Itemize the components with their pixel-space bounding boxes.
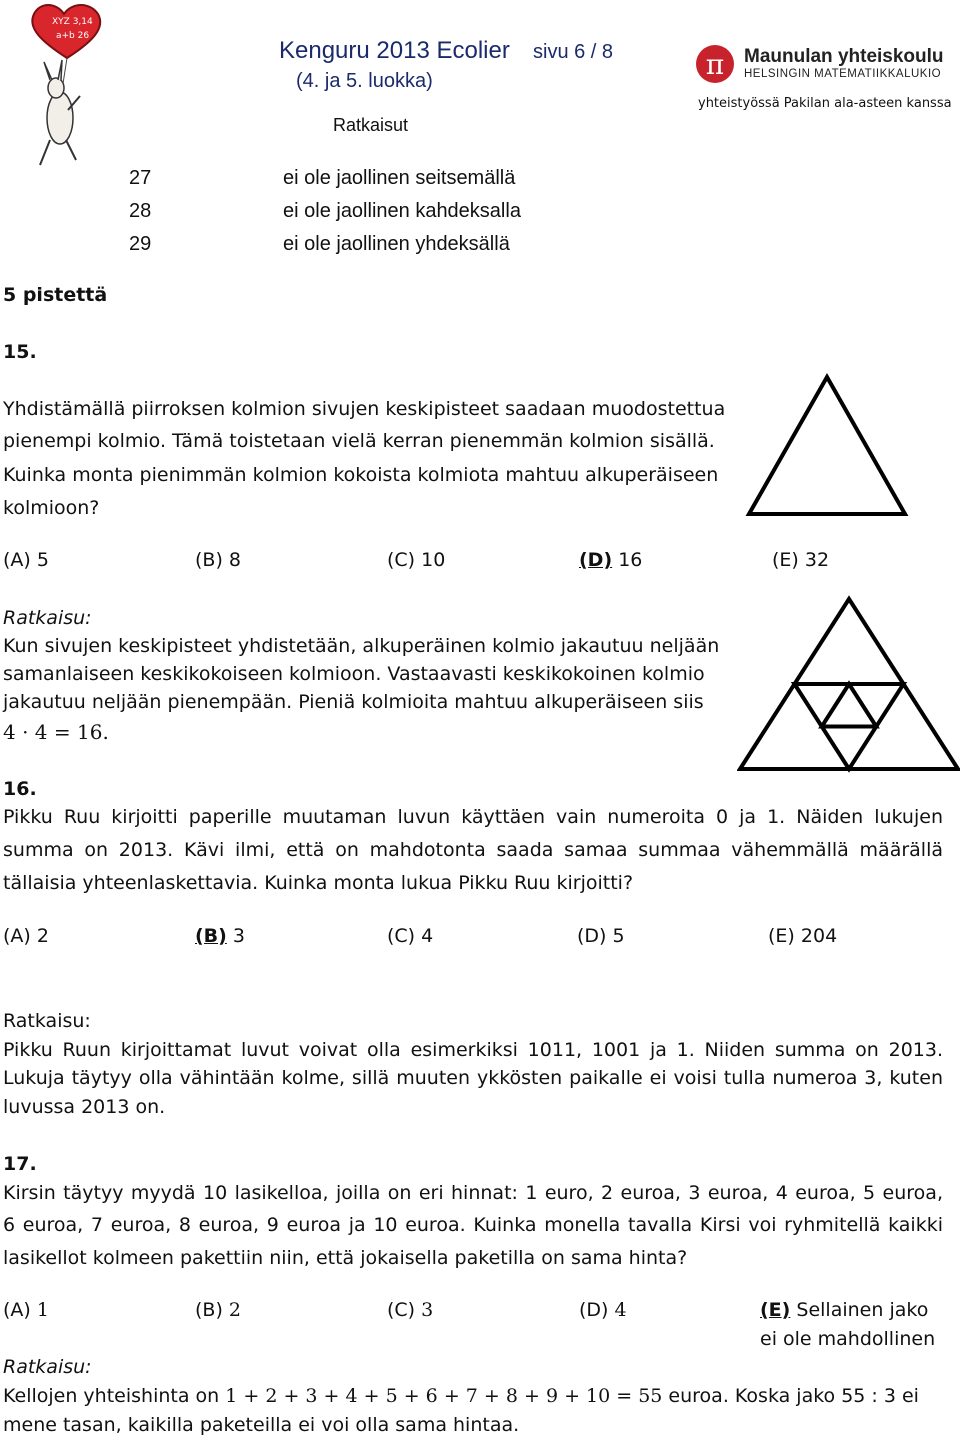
list-text: ei ole jaollinen seitsemällä — [283, 167, 516, 189]
option-c[interactable]: (C) 4 — [387, 925, 434, 947]
header-page-number: sivu 6 / 8 — [533, 41, 614, 63]
solution-text: Kun sivujen keskipisteet yhdistetään, alkuperäinen kolmio jakautuu neljään — [3, 635, 720, 657]
solution-sum: 1 + 2 + 3 + 4 + 5 + 6 + 7 + 8 + 9 + 10 = 55 — [225, 1385, 663, 1407]
question-text: Kirsin täytyy myydä 10 lasikelloa, joilla on eri hinnat: 1 euro, 2 euroa, 3 euroa, 4 euroa, 5 euroa, — [3, 1182, 943, 1204]
option-e-continuation: ei ole mahdollinen — [760, 1328, 936, 1350]
question-text: Pikku Ruu kirjoitti paperille muutaman luvun käyttäen vain numeroita 0 ja 1. Näiden lukujen — [3, 806, 943, 828]
solution-text: Lukuja täytyy olla vähintään kolme, sillä muuten ykkösten paikalle ei voisi tulla numeroa 3, kuten — [3, 1067, 943, 1089]
svg-text:π: π — [705, 48, 725, 81]
option-d[interactable]: (D) 5 — [577, 925, 625, 947]
option-b[interactable]: (B) 8 — [195, 549, 242, 571]
option-c[interactable]: (C) 3 — [387, 1299, 434, 1321]
list-number: 27 — [129, 167, 152, 189]
solution-label: Ratkaisu: — [3, 1010, 91, 1032]
option-b[interactable]: (B) 2 — [195, 1299, 242, 1321]
question-text: lasikellot kolmeen pakettiin niin, että jokaisella paketilla on sama hinta? — [3, 1247, 688, 1269]
question-text: Kuinka monta pienimmän kolmion kokoista kolmiota mahtuu alkuperäiseen — [3, 464, 719, 486]
solution-text: Kellojen yhteishinta on 1 + 2 + 3 + 4 + 5 + 6 + 7 + 8 + 9 + 10 = 55 euroa. Koska jako 55 : 3 ei — [3, 1385, 919, 1407]
list-number: 29 — [129, 233, 152, 255]
svg-text:a+b 26: a+b 26 — [56, 31, 90, 41]
option-a[interactable]: (A) 1 — [3, 1299, 49, 1321]
option-e-correct[interactable]: (E) Sellainen jako — [760, 1299, 929, 1321]
solution-text: luvussa 2013 on. — [3, 1096, 166, 1118]
kangaroo-balloon-logo — [22, 0, 112, 170]
question-text: Yhdistämällä piirroksen kolmion sivujen keskipisteet saadaan muodostettua — [3, 398, 726, 420]
school-logo — [695, 44, 735, 88]
option-a[interactable]: (A) 5 — [3, 549, 49, 571]
triangle-figure — [745, 372, 910, 522]
option-c[interactable]: (C) 10 — [387, 549, 446, 571]
pi-logo-icon — [695, 44, 735, 84]
logo-school-name: Maunulan yhteiskoulu — [744, 46, 944, 67]
option-b-correct[interactable]: (B) 3 — [195, 925, 245, 947]
solution-text: Pikku Ruun kirjoittamat luvut voivat olla esimerkiksi 1011, 1001 ja 1. Niiden summa on 2013. — [3, 1039, 943, 1061]
option-e[interactable]: (E) 204 — [768, 925, 838, 947]
solution-label: Ratkaisu: — [3, 607, 92, 629]
header-title: Kenguru 2013 Ecolier — [279, 37, 510, 64]
list-text: ei ole jaollinen kahdeksalla — [283, 200, 521, 222]
option-d-correct[interactable]: (D) 16 — [579, 549, 643, 571]
header-section: Ratkaisut — [333, 115, 409, 135]
subdivided-triangle-figure — [737, 595, 960, 777]
question-text: pienempi kolmio. Tämä toistetaan vielä kerran pienemmän kolmion sisällä. — [3, 430, 715, 452]
list-number: 28 — [129, 200, 152, 222]
solution-text: mene tasan, kaikilla paketeilla ei voi olla sama hintaa. — [3, 1414, 520, 1436]
option-e[interactable]: (E) 32 — [772, 549, 830, 571]
list-text: ei ole jaollinen yhdeksällä — [283, 233, 510, 255]
solution-text: samanlaiseen keskikokoiseen kolmioon. Vastaavasti keskikokoinen kolmio — [3, 663, 705, 685]
solution-text: jakautuu neljään pienempään. Pieniä kolmioita mahtuu alkuperäiseen siis — [3, 691, 704, 713]
balloon-scribble: XYZ 3,14 — [52, 17, 93, 27]
option-d[interactable]: (D) 4 — [579, 1299, 627, 1321]
question-number: 15. — [3, 341, 37, 363]
header-grades: (4. ja 5. luokka) — [296, 70, 433, 92]
cooperation-note: yhteistyössä Pakilan ala-asteen kanssa — [698, 96, 952, 111]
question-number: 17. — [3, 1153, 37, 1175]
question-text: summa on 2013. Kävi ilmi, että on mahdotonta saada samaa summaa vähemmällä määrällä — [3, 839, 943, 861]
question-number: 16. — [3, 778, 37, 800]
solution-label: Ratkaisu: — [3, 1356, 92, 1378]
question-text: 6 euroa, 7 euroa, 8 euroa, 9 euroa ja 10 euroa. Kuinka monella tavalla Kirsi voi ryhmitellä kaikki — [3, 1214, 943, 1236]
solution-math: 4 · 4 = 16. — [3, 720, 109, 744]
question-text: tällaisia yhteenlaskettavia. Kuinka monta lukua Pikku Ruu kirjoitti? — [3, 872, 634, 894]
section-heading: 5 pistettä — [3, 284, 108, 306]
question-text: kolmioon? — [3, 497, 100, 519]
logo-subtitle: HELSINGIN MATEMATIIKKALUKIO — [744, 68, 942, 80]
option-a[interactable]: (A) 2 — [3, 925, 49, 947]
